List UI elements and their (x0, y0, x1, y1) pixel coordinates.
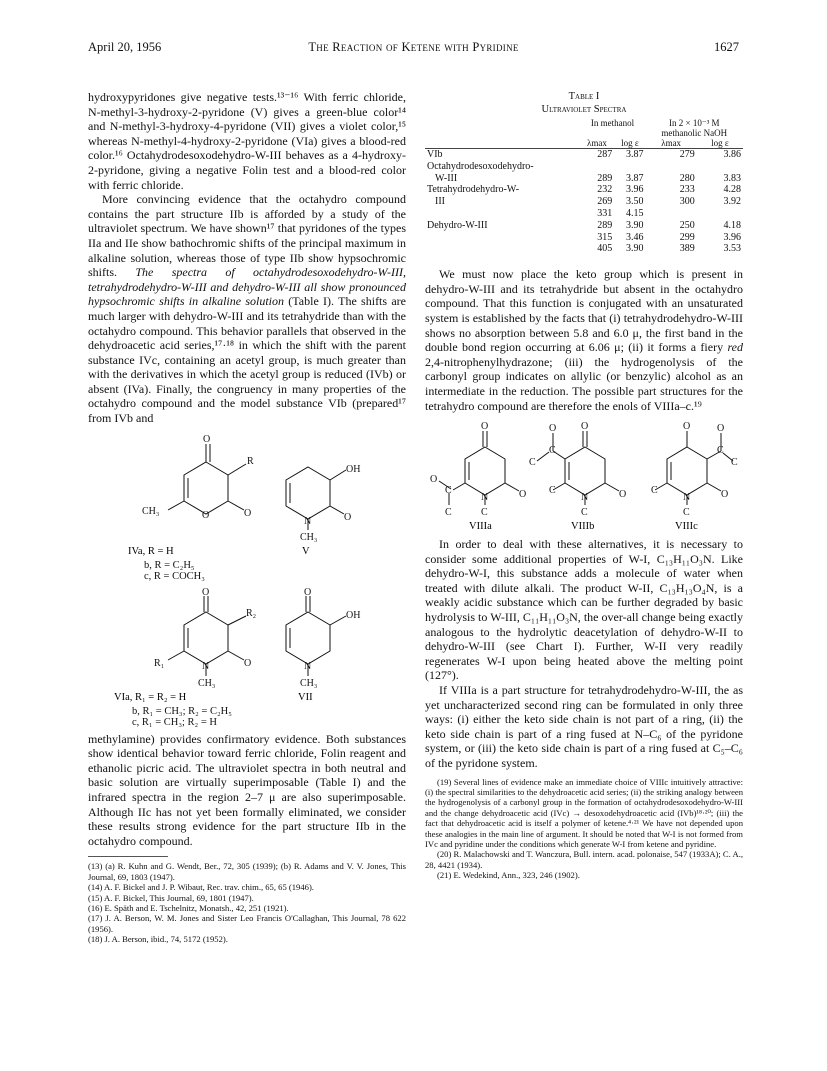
left-footnotes (88, 861, 406, 944)
svg-text:O: O (581, 421, 589, 433)
left-paragraph-3: methylamine) provides confirmatory evidence. Both substances show identical behavior toward ferric chloride, Folin reagent and ethanolic picric acid. The ultraviolet spectra in both neutral and basic solution are virtually superimposable (Table I) and the infrared spectra in the region 2–7 μ are also superimposable. Although IIc has not yet been formally eliminated, we consider these results strong evidence for the part structure IIb in the octahydro compound. (88, 731, 406, 848)
svg-text:O: O (203, 433, 211, 445)
svg-text:C: C (731, 457, 738, 469)
label-viiia: VIIIa (469, 521, 492, 532)
table-col-naoh: In 2 × 10⁻³ M methanolic NaOH (661, 118, 728, 138)
svg-text:O: O (481, 421, 489, 433)
svg-text:R₁: R₁ (154, 657, 165, 669)
table-row: Dehydro-W-III 289 3.90 250 4.18 (427, 219, 741, 231)
right-paragraph-1: We must now place the keto group which is present in dehydro-W-III and its tetrahydride but absent in the octahydro compound. That this function is conjugated with an unsaturated system is established by the facts that (i) tetrahydrodehydro-W-III shows no absorption between 5.8 and 6.0 μ, the first band in the double bond region occurring at 6.06 μ; (ii) it forms a fiery red 2,4-nitrophenylhydrazone; (iii) the hydrogenolysis of the carbonyl group indicates on allylic (or benzylic) alcohol as an intermediate in the reduction. The possible part structures for the tetrahydro compound are therefore the enols of VIIIa–c.¹⁹ (425, 267, 743, 413)
svg-text:N: N (481, 492, 489, 504)
label-iva: IVa, R = H (128, 545, 174, 557)
svg-text:O: O (202, 587, 210, 598)
svg-text:C: C (445, 485, 452, 497)
left-paragraph-1: hydroxypyridones give negative tests.¹³⁻¹⁶ With ferric chloride, N-methyl-3-hydroxy-2-pyridone (V) gives a green-blue color¹⁴ and N-methyl-3-hydroxy-4-pyridone (VII) gives a violet color,¹⁵ whereas N-methyl-4-hydroxy-2-pyridone (VIa) gives a blood-red color.¹⁶ Octahydrodesoxodehydro-W-III behaves as a 4-hydroxy-2-pyridone, giving a negative Folin test and a blood-red color with ferric chloride. (88, 90, 406, 192)
svg-text:C: C (683, 507, 690, 519)
structures-vi-vii (88, 588, 406, 706)
table-col-methanol: In methanol (590, 118, 635, 128)
label-vii: VII (298, 691, 313, 703)
right-paragraph-3: If VIIIa is a part structure for tetrahydrodehydro-W-III, the as yet uncharacterized second ring can be formulated in only three ways: (i) either the keto side chain is not part of a ring, (ii) the keto side chain is part of a ring fused at N–C₆ of the pyridone system, or (iii) the keto side chain is part of a ring fused at C₅–C₆ of the pyridone system. (425, 683, 743, 771)
right-column (425, 90, 743, 881)
structures-iv-v (88, 432, 406, 560)
svg-text:O: O (721, 489, 729, 501)
svg-text:CH₃: CH₃ (300, 531, 318, 543)
structures-viii (425, 419, 743, 531)
footnote-16: (16) E. Späth and E. Tschelnitz, Monatsh., 42, 251 (1921). (88, 903, 289, 914)
header-date: April 20, 1956 (88, 40, 162, 54)
svg-text:C: C (481, 507, 488, 519)
svg-text:O: O (619, 489, 627, 501)
left-paragraph-2: More convincing evidence that the octahydro compound contains the part structure IIb is afforded by a study of the ultraviolet spectrum. We have shown¹⁷ that pyridones of the types IIa and IIe show bathochromic shifts of the principal maximum in alkaline solution, whereas those of type IIb show hypsochromic shifts. The spectra of octahydrodesoxodehydro-W-III, tetrahydrodehydro-W-III and dehydro-W-III all show pronounced hypsochromic shifts in alkaline solution (Table I). The shifts are much larger with dehydro-W-III and its tetrahydride than with the octahydro compound. This behavior parallels that observed in the dehydroacetic acid series,¹⁷·¹⁸ in which the shift with the parent substance IVc, containing an acetyl group, is much greater than with the derivatives in which the acetyl group is reduced (IVb) or absent (IVa). Finally, the congruency in many properties of the octahydro compound and the model substance VIb (prepared¹⁷ from IVb and (88, 192, 406, 426)
footnote-21: (21) E. Wedekind, Ann., 323, 246 (1902). (437, 870, 580, 881)
labels-iv-series: b, R = C₂H₅ c, R = COCH₃ (144, 559, 205, 582)
table-row: 331 4.15 (597, 207, 644, 219)
svg-text:CH₃: CH₃ (300, 677, 318, 689)
svg-text:O: O (244, 657, 252, 669)
svg-text:OH: OH (346, 609, 361, 621)
table-row: 405 3.90 389 3.53 (597, 243, 741, 255)
footnote-17: (17) J. A. Berson, W. M. Jones and Sister Leo Francis O'Callaghan, This Journal, 78 622 (1956). (88, 913, 406, 934)
page-number: 1627 (714, 40, 739, 54)
footnote-13: (13) (a) R. Kuhn and G. Wendt, Ber., 72, 305 (1939); (b) R. Adams and V. V. Jones, This Journal, 69, 1803 (1947). (88, 861, 406, 882)
svg-text:C: C (581, 507, 588, 519)
footnote-15: (15) A. F. Bickel, This Journal, 69, 1801 (1947). (88, 892, 254, 903)
footnote-19: (19) Several lines of evidence make an immediate choice of VIIIc intuitively attractive: (i) the spectral similarities to the dehydroacetic acid series; (ii) the striking analogy between the hydrogenolysis of a carbonyl group in the formation of octahydrodesoxodehydro-W-III and the change dehydroacetic acid (IVc) → desoxodehydroacetic acid (IVb)¹⁸·²⁰; (iii) the fact that dehydroacetic acid is itself a polymer of ketene.⁴·²¹ We have not depended upon these analogies in the main line of argument. It should be noted that W-I is not formed from IVc and pyridine under the conditions which generate W-I from ketene and pyridine. (425, 776, 743, 850)
label-v: V (302, 545, 310, 557)
right-footnotes (425, 777, 743, 881)
svg-text:O: O (430, 474, 438, 486)
svg-text:N: N (202, 660, 210, 672)
label-viiic: VIIIc (675, 521, 698, 532)
svg-text:O: O (202, 509, 210, 521)
table-row: Tetrahydrodehydro-W- 232 3.96 233 4.28 (427, 184, 741, 196)
left-column (88, 90, 406, 945)
footnote-14: (14) A. F. Bickel and J. P. Wibaut, Rec. trav. chim., 65, 65 (1946). (88, 882, 314, 893)
svg-text:N: N (304, 515, 312, 527)
table-row: W-III 289 3.87 280 3.83 (435, 172, 741, 184)
table-row: 315 3.46 299 3.96 (597, 231, 741, 243)
svg-text:C: C (445, 507, 452, 519)
footnote-rule (88, 856, 168, 857)
svg-text:O: O (717, 423, 725, 435)
running-header (88, 40, 739, 58)
label-via: VIa, R₁ = R₂ = H (114, 691, 187, 703)
svg-text:C: C (717, 445, 724, 457)
labels-vi-series: b, R₁ = CH₃; R₂ = C₂H₅ c, R₁ = CH₃; R₂ = H (132, 705, 232, 728)
svg-text:N: N (304, 660, 312, 672)
footnote-20: (20) R. Malachowski and T. Wanczura, Bull. intern. acad. polonaise, 547 (1933A); C. A., 28, 4421 (1934). (425, 849, 743, 870)
svg-text:N: N (581, 492, 589, 504)
svg-text:C: C (651, 485, 658, 497)
svg-text:O: O (683, 421, 691, 433)
svg-text:CH₃: CH₃ (142, 505, 160, 517)
svg-text:R₂: R₂ (246, 607, 257, 619)
svg-text:CH₃: CH₃ (198, 677, 216, 689)
table-caption: Table I Ultraviolet Spectra (541, 91, 627, 115)
svg-text:O: O (549, 423, 557, 435)
svg-text:C: C (529, 457, 536, 469)
label-viiib: VIIIb (571, 521, 595, 532)
svg-text:C: C (549, 485, 556, 497)
header-title: The Reaction of Ketene with Pyridine (308, 40, 519, 54)
svg-text:N: N (683, 492, 691, 504)
table-row: Octahydrodesoxodehydro- (427, 160, 534, 172)
svg-text:O: O (344, 511, 352, 523)
table-row: III 269 3.50 300 3.92 (435, 196, 741, 208)
svg-text:R: R (247, 455, 254, 467)
svg-text:OH: OH (346, 463, 361, 475)
right-paragraph-2: In order to deal with these alternatives, it is necessary to consider some additional properties of W-I, C₁₃H₁₁O₃N. Like dehydro-W-I, this substance adds a molecule of water when treated with dilute alkali. The product W-II, C₁₃H₁₃O₄N, is a weakly acidic substance which can be further degraded by basic hydrolysis to W-III, C₁₁H₁₁O₃N, the over-all change being exactly analogous to the hydrolytic deacetylation of dehydro-W-II to dehydro-W-III (see Chart I). Further, W-II very readily regenerates W-I upon being heated above the melting point (127°). (425, 537, 743, 683)
uv-spectra-table: In methanol In 2 × 10⁻³ M methanolic NaOH λmax log ε λmax log ε VIb 287 3.87 279 3.86 Octahydrodesoxodehydro- W-III 289 3.87 280 3.83 Tetrahydrodehydro-W- 232 3.96 233 4.28 III 269 3.50 300 3.92 331 4.15 Dehydro-W-III 289 3.90 250 4.18 315 3.46 299 3.96 405 3.90 389 3.53 (427, 118, 741, 255)
table-row: VIb 287 3.87 279 3.86 (427, 149, 741, 160)
svg-text:C: C (549, 445, 556, 457)
svg-text:O: O (519, 489, 527, 501)
svg-text:O: O (304, 587, 312, 598)
svg-text:O: O (244, 507, 252, 519)
emphasis-text: The spectra of octahydrodesoxodehydro-W-III, tetrahydrodehydro-W-III and dehydro-W-III all show pronounced hypsochromic shifts in alkaline solution (88, 265, 406, 309)
footnote-18: (18) J. A. Berson, ibid., 74, 5172 (1952). (88, 934, 228, 945)
